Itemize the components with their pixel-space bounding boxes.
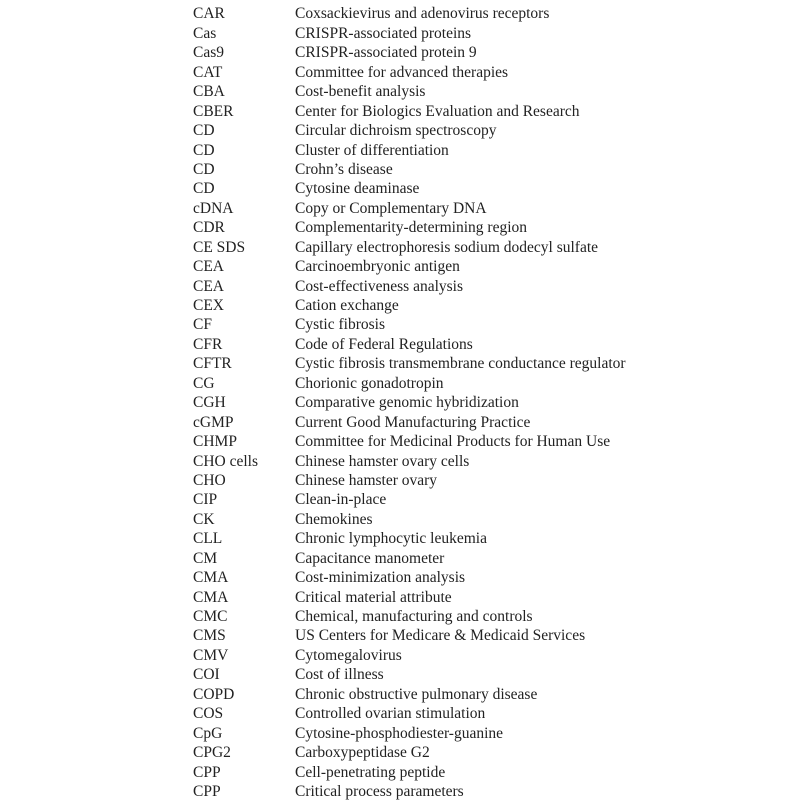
abbreviation-definition: Cost-minimization analysis bbox=[295, 569, 466, 587]
abbreviation-definition: Capillary electrophoresis sodium dodecyl sulfate bbox=[295, 238, 599, 256]
abbreviation-entry bbox=[193, 432, 626, 451]
abbreviation-definition: Comparative genomic hybridization bbox=[295, 394, 519, 412]
abbreviation-term: CDR bbox=[193, 219, 225, 237]
abbreviation-entry bbox=[193, 82, 626, 101]
abbreviation-term: Cas9 bbox=[193, 44, 224, 62]
abbreviation-term: CD bbox=[193, 141, 215, 159]
abbreviation-entry bbox=[193, 724, 626, 743]
abbreviation-term: CPP bbox=[193, 763, 221, 781]
abbreviation-term: COPD bbox=[193, 685, 235, 703]
abbreviation-term: CPG2 bbox=[193, 744, 231, 762]
abbreviation-term: CD bbox=[193, 122, 215, 140]
abbreviation-entry bbox=[193, 374, 626, 393]
abbreviation-term: CBER bbox=[193, 102, 234, 120]
abbreviation-entry bbox=[193, 490, 626, 509]
abbreviation-term: CMS bbox=[193, 627, 226, 645]
abbreviation-term: CMA bbox=[193, 569, 229, 587]
abbreviation-definition: Chronic lymphocytic leukemia bbox=[295, 530, 487, 548]
abbreviation-entry bbox=[193, 179, 626, 198]
abbreviation-definition: CRISPR-associated proteins bbox=[295, 24, 472, 42]
abbreviation-entry bbox=[193, 743, 626, 762]
abbreviation-definition: Cell-penetrating peptide bbox=[295, 763, 446, 781]
abbreviation-term: CLL bbox=[193, 530, 223, 548]
abbreviation-entry bbox=[193, 315, 626, 334]
abbreviation-entry bbox=[193, 335, 626, 354]
abbreviation-definition: Capacitance manometer bbox=[295, 549, 445, 567]
abbreviation-term: CPP bbox=[193, 782, 221, 800]
abbreviation-definition: Critical material attribute bbox=[295, 588, 452, 606]
abbreviation-entry bbox=[193, 626, 626, 645]
abbreviation-definition: Clean-in-place bbox=[295, 491, 387, 509]
abbreviation-entry bbox=[193, 354, 626, 373]
abbreviation-definition: Current Good Manufacturing Practice bbox=[295, 413, 531, 431]
abbreviation-entry bbox=[193, 238, 626, 257]
abbreviation-entry bbox=[193, 549, 626, 568]
abbreviation-entry bbox=[193, 4, 626, 23]
abbreviation-entry bbox=[193, 704, 626, 723]
abbreviation-definition: Cytomegalovirus bbox=[295, 646, 402, 664]
abbreviation-entry bbox=[193, 452, 626, 471]
abbreviation-term: CAR bbox=[193, 5, 225, 23]
abbreviation-entry bbox=[193, 43, 626, 62]
abbreviation-term: CF bbox=[193, 316, 212, 334]
abbreviation-definition: Carcinoembryonic antigen bbox=[295, 258, 460, 276]
abbreviation-definition: Committee for advanced therapies bbox=[295, 63, 509, 81]
abbreviation-definition: Complementarity-determining region bbox=[295, 219, 528, 237]
abbreviation-term: CD bbox=[193, 180, 215, 198]
abbreviation-entry bbox=[193, 63, 626, 82]
abbreviation-definition: Code of Federal Regulations bbox=[295, 335, 473, 353]
abbreviation-definition: Chemical, manufacturing and controls bbox=[295, 608, 533, 625]
abbreviation-entry bbox=[193, 646, 626, 665]
abbreviation-entry bbox=[193, 763, 626, 782]
abbreviation-term: CEA bbox=[193, 258, 224, 276]
abbreviation-entry bbox=[193, 296, 626, 315]
abbreviation-term: CK bbox=[193, 510, 215, 528]
abbreviation-entry bbox=[193, 257, 626, 276]
abbreviation-entry bbox=[193, 588, 626, 607]
abbreviation-term: CFTR bbox=[193, 355, 232, 373]
abbreviation-definition: CRISPR-associated protein 9 bbox=[295, 44, 477, 62]
abbreviation-term: Cas bbox=[193, 24, 217, 42]
abbreviation-definition: Cystic fibrosis bbox=[295, 316, 385, 334]
abbreviation-term: CM bbox=[193, 549, 218, 567]
abbreviation-definition: Coxsackievirus and adenovirus receptors bbox=[295, 5, 550, 23]
abbreviation-entry bbox=[193, 685, 626, 704]
abbreviation-term: CMV bbox=[193, 646, 229, 664]
abbreviation-definition: Cost-effectiveness analysis bbox=[295, 277, 464, 295]
abbreviation-term: CFR bbox=[193, 335, 223, 353]
abbreviation-definition: Chronic obstructive pulmonary disease bbox=[295, 685, 538, 703]
abbreviation-term: CpG bbox=[193, 724, 223, 742]
abbreviation-term: CMC bbox=[193, 608, 228, 625]
abbreviation-entry bbox=[193, 277, 626, 296]
abbreviation-term: CAT bbox=[193, 63, 223, 81]
abbreviation-definition: Crohn’s disease bbox=[295, 160, 393, 178]
abbreviation-definition: Circular dichroism spectroscopy bbox=[295, 122, 497, 140]
abbreviation-entry bbox=[193, 24, 626, 43]
abbreviation-definition: Committee for Medicinal Products for Human Use bbox=[295, 433, 611, 451]
abbreviation-definition: Chemokines bbox=[295, 510, 373, 528]
abbreviation-term: CHO cells bbox=[193, 452, 259, 470]
abbreviation-entry bbox=[193, 393, 626, 412]
abbreviation-entry bbox=[193, 568, 626, 587]
abbreviation-definition: Critical process parameters bbox=[295, 782, 464, 800]
abbreviation-definition: Chinese hamster ovary bbox=[295, 471, 438, 489]
abbreviation-definition: Cluster of differentiation bbox=[295, 141, 449, 159]
abbreviation-entry bbox=[193, 218, 626, 237]
abbreviation-term: CGH bbox=[193, 394, 226, 412]
abbreviation-definition: Cost of illness bbox=[295, 666, 384, 684]
abbreviation-definition: Cytosine-phosphodiester-guanine bbox=[295, 724, 504, 742]
abbreviation-definition: Controlled ovarian stimulation bbox=[295, 705, 486, 723]
abbreviation-entry bbox=[193, 413, 626, 432]
abbreviation-definition: Chorionic gonadotropin bbox=[295, 374, 444, 392]
abbreviation-term: CMA bbox=[193, 588, 229, 606]
abbreviation-entry bbox=[193, 121, 626, 140]
abbreviation-definition: Center for Biologics Evaluation and Research bbox=[295, 102, 580, 120]
abbreviation-term: CHMP bbox=[193, 433, 237, 451]
abbreviation-term: cGMP bbox=[193, 413, 234, 431]
abbreviation-term: CBA bbox=[193, 83, 225, 101]
abbreviation-term: CD bbox=[193, 160, 215, 178]
abbreviation-term: CIP bbox=[193, 491, 218, 509]
abbreviation-entry bbox=[193, 665, 626, 684]
abbreviation-entry bbox=[193, 160, 626, 179]
abbreviation-entry bbox=[193, 141, 626, 160]
abbreviation-term: CE SDS bbox=[193, 238, 246, 256]
abbreviation-definition: Cytosine deaminase bbox=[295, 180, 420, 198]
abbreviation-definition: US Centers for Medicare & Medicaid Services bbox=[295, 627, 586, 645]
abbreviation-term: CG bbox=[193, 374, 215, 392]
abbreviation-entry bbox=[193, 102, 626, 121]
abbreviation-definition: Cystic fibrosis transmembrane conductance regulator bbox=[295, 355, 626, 373]
abbreviation-entry bbox=[193, 510, 626, 529]
abbreviation-entry bbox=[193, 529, 626, 548]
abbreviation-entry bbox=[193, 607, 626, 626]
abbreviation-term: CEX bbox=[193, 297, 224, 314]
abbreviation-term: CEA bbox=[193, 277, 224, 295]
abbreviation-definition: Cost-benefit analysis bbox=[295, 83, 426, 101]
abbreviation-term: cDNA bbox=[193, 199, 234, 217]
abbreviation-term: COI bbox=[193, 666, 220, 684]
abbreviation-entry bbox=[193, 471, 626, 490]
abbreviation-term: COS bbox=[193, 705, 224, 723]
abbreviation-term: CHO bbox=[193, 471, 226, 489]
abbreviation-entry bbox=[193, 199, 626, 218]
abbreviation-list bbox=[193, 0, 626, 800]
abbreviation-definition: Copy or Complementary DNA bbox=[295, 199, 487, 217]
abbreviation-definition: Chinese hamster ovary cells bbox=[295, 452, 470, 470]
abbreviation-entry bbox=[193, 782, 626, 800]
abbreviation-definition: Cation exchange bbox=[295, 297, 399, 314]
abbreviation-definition: Carboxypeptidase G2 bbox=[295, 744, 430, 762]
